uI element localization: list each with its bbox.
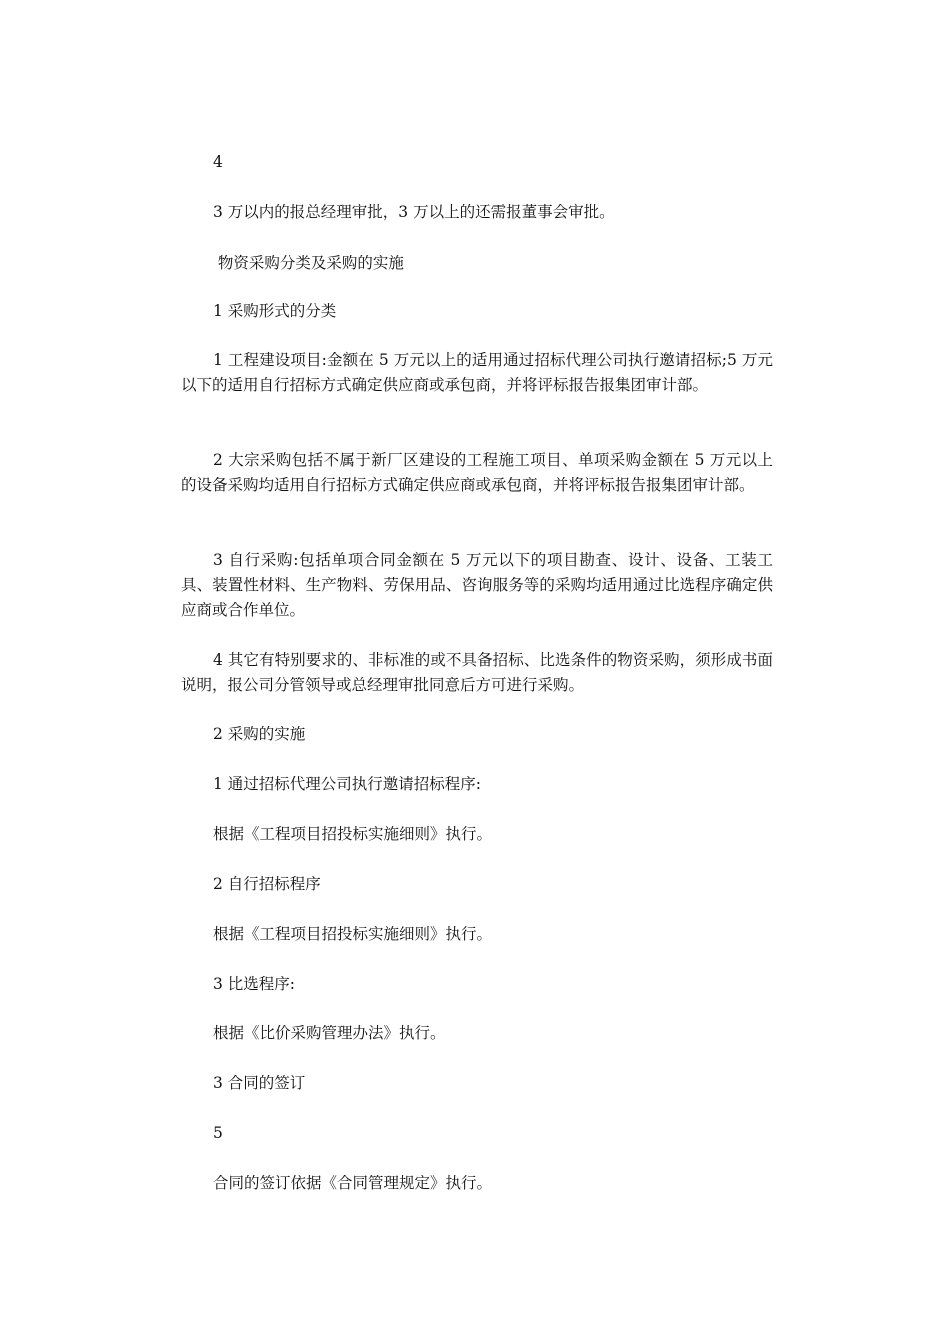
body-paragraph: 根据《工程项目招投标实施细则》执行。 bbox=[213, 925, 493, 943]
body-paragraph: 3 自行采购:包括单项合同金额在 5 万元以下的项目勘查、设计、设备、工装工具、装置性材料、生产物料、劳保用品、咨询服务等的采购均适用通过比选程序确定供应商或合作单位。 bbox=[181, 551, 773, 619]
list-item: 2 自行招标程序 bbox=[213, 875, 321, 893]
section-heading: 物资采购分类及采购的实施 bbox=[213, 254, 404, 272]
subsection-heading: 1 采购形式的分类 bbox=[213, 302, 337, 320]
page-number: 5 bbox=[213, 1124, 223, 1142]
body-paragraph: 2 大宗采购包括不属于新厂区建设的工程施工项目、单项采购金额在 5 万元以上的设备采购均适用自行招标方式确定供应商或承包商，并将评标报告报集团审计部。 bbox=[181, 451, 773, 494]
body-paragraph: 根据《比价采购管理办法》执行。 bbox=[213, 1024, 446, 1042]
approval-paragraph: 3 万以内的报总经理审批，3 万以上的还需报董事会审批。 bbox=[213, 203, 615, 221]
body-paragraph: 1 工程建设项目:金额在 5 万元以上的适用通过招标代理公司执行邀请招标;5 万元以下的适用自行招标方式确定供应商或承包商，并将评标报告报集团审计部。 bbox=[181, 351, 773, 394]
list-item: 3 比选程序: bbox=[213, 975, 296, 993]
body-paragraph: 根据《工程项目招投标实施细则》执行。 bbox=[213, 825, 493, 843]
body-paragraph: 4 其它有特别要求的、非标准的或不具备招标、比选条件的物资采购，须形成书面说明，报公司分管领导或总经理审批同意后方可进行采购。 bbox=[181, 651, 773, 694]
list-item: 1 通过招标代理公司执行邀请招标程序: bbox=[213, 775, 482, 793]
subsection-heading: 2 采购的实施 bbox=[213, 725, 306, 743]
page-number: 4 bbox=[213, 153, 223, 171]
body-paragraph: 合同的签订依据《合同管理规定》执行。 bbox=[213, 1174, 493, 1192]
subsection-heading: 3 合同的签订 bbox=[213, 1074, 306, 1092]
